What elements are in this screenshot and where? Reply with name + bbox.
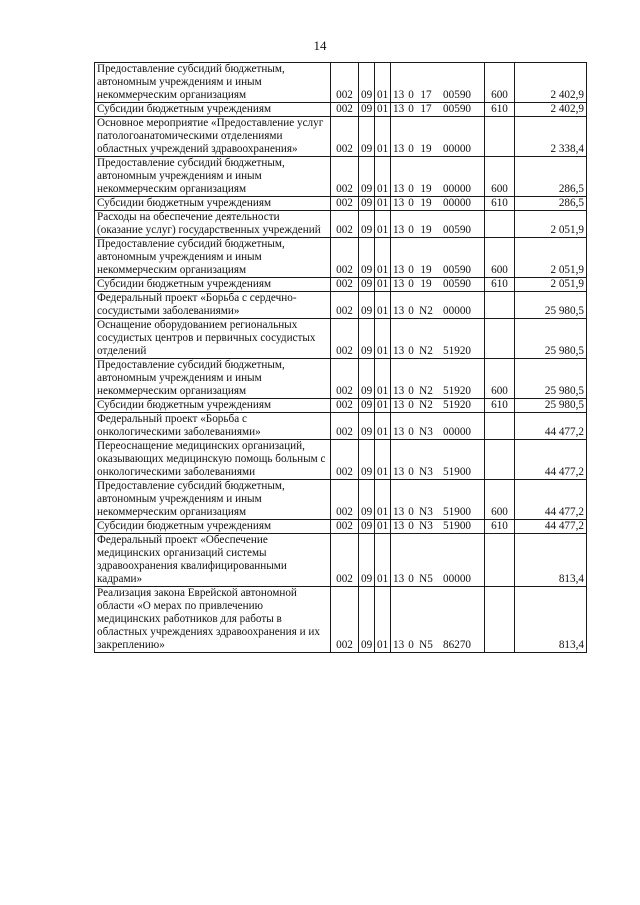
- table-row: [95, 399, 587, 413]
- row-name: Предоставление субсидий бюджетным, автономным учреждениям и иным некоммерческим организациям: [95, 238, 331, 278]
- row-amount: 44 477,2: [515, 413, 587, 440]
- program-code-part: 0: [408, 143, 414, 155]
- program-code-part: 0: [408, 264, 414, 276]
- row-name: Предоставление субсидий бюджетным, автономным учреждениям и иным некоммерческим организациям: [95, 157, 331, 197]
- row-program-code: [391, 117, 485, 157]
- row-vr: 600: [485, 63, 515, 103]
- program-code-part: 13: [393, 264, 405, 276]
- program-code-part: 51920: [443, 385, 471, 397]
- row-ved: 002: [331, 359, 359, 399]
- program-code-part: 19: [420, 264, 432, 276]
- program-code-part: 13: [393, 345, 405, 357]
- row-name: Субсидии бюджетным учреждениям: [95, 520, 331, 534]
- row-rz: 09: [359, 480, 375, 520]
- row-pr: 01: [375, 413, 391, 440]
- program-code-part: 0: [408, 426, 414, 438]
- row-rz: 09: [359, 197, 375, 211]
- row-program-code: [391, 399, 485, 413]
- program-code-part: 13: [393, 197, 405, 209]
- program-code-part: 00590: [443, 264, 471, 276]
- row-vr: 600: [485, 480, 515, 520]
- row-rz: 09: [359, 587, 375, 653]
- table-row: [95, 319, 587, 359]
- row-vr: [485, 413, 515, 440]
- row-amount: 44 477,2: [515, 520, 587, 534]
- row-ved: 002: [331, 440, 359, 480]
- row-rz: 09: [359, 292, 375, 319]
- row-program-code: [391, 157, 485, 197]
- program-code-part: 0: [408, 399, 414, 411]
- row-pr: 01: [375, 534, 391, 587]
- row-vr: [485, 117, 515, 157]
- program-code-part: N5: [419, 639, 433, 651]
- program-code-part: 00590: [443, 224, 471, 236]
- row-amount: 2 402,9: [515, 63, 587, 103]
- row-name: Субсидии бюджетным учреждениям: [95, 399, 331, 413]
- row-rz: 09: [359, 211, 375, 238]
- program-code-part: 51900: [443, 506, 471, 518]
- row-vr: 610: [485, 103, 515, 117]
- program-code-part: 0: [408, 89, 414, 101]
- program-code-part: 13: [393, 399, 405, 411]
- program-code-part: 13: [393, 385, 405, 397]
- row-amount: 25 980,5: [515, 399, 587, 413]
- row-program-code: [391, 103, 485, 117]
- row-pr: 01: [375, 399, 391, 413]
- program-code-part: 0: [408, 466, 414, 478]
- row-program-code: [391, 319, 485, 359]
- row-pr: 01: [375, 319, 391, 359]
- row-program-code: [391, 292, 485, 319]
- table-row: [95, 211, 587, 238]
- program-code-part: 13: [393, 143, 405, 155]
- row-ved: 002: [331, 238, 359, 278]
- program-code-part: 00000: [443, 426, 471, 438]
- row-rz: 09: [359, 319, 375, 359]
- row-ved: 002: [331, 278, 359, 292]
- program-code-part: N5: [419, 573, 433, 585]
- row-program-code: [391, 440, 485, 480]
- program-code-part: 0: [408, 639, 414, 651]
- row-ved: 002: [331, 117, 359, 157]
- program-code-part: 13: [393, 639, 405, 651]
- table-row: [95, 520, 587, 534]
- row-vr: [485, 440, 515, 480]
- row-amount: 813,4: [515, 587, 587, 653]
- program-code-part: 0: [408, 385, 414, 397]
- program-code-part: 19: [420, 197, 432, 209]
- row-program-code: [391, 197, 485, 211]
- program-code-part: 00590: [443, 89, 471, 101]
- row-program-code: [391, 587, 485, 653]
- row-amount: 2 338,4: [515, 117, 587, 157]
- row-rz: 09: [359, 399, 375, 413]
- row-program-code: [391, 211, 485, 238]
- page-number: 14: [313, 38, 327, 53]
- row-ved: 002: [331, 534, 359, 587]
- row-program-code: [391, 238, 485, 278]
- row-vr: [485, 534, 515, 587]
- row-name: Основное мероприятие «Предоставление услуг патологоанатомическими отделениями областных учреждений здравоохранения»: [95, 117, 331, 157]
- row-name: Предоставление субсидий бюджетным, автономным учреждениям и иным некоммерческим организациям: [95, 63, 331, 103]
- row-vr: 600: [485, 359, 515, 399]
- program-code-part: 00000: [443, 197, 471, 209]
- row-ved: 002: [331, 480, 359, 520]
- row-rz: 09: [359, 117, 375, 157]
- row-name: Субсидии бюджетным учреждениям: [95, 278, 331, 292]
- row-vr: [485, 211, 515, 238]
- row-rz: 09: [359, 238, 375, 278]
- row-pr: 01: [375, 238, 391, 278]
- row-amount: 44 477,2: [515, 440, 587, 480]
- row-ved: 002: [331, 103, 359, 117]
- row-name: Предоставление субсидий бюджетным, автономным учреждениям и иным некоммерческим организациям: [95, 480, 331, 520]
- row-program-code: [391, 413, 485, 440]
- row-program-code: [391, 63, 485, 103]
- row-name: Расходы на обеспечение деятельности (оказание услуг) государственных учреждений: [95, 211, 331, 238]
- program-code-part: N3: [419, 466, 433, 478]
- row-vr: 610: [485, 197, 515, 211]
- row-rz: 09: [359, 359, 375, 399]
- row-name: Переоснащение медицинских организаций, оказывающих медицинскую помощь больным с онкологическими заболеваниями: [95, 440, 331, 480]
- program-code-part: 00590: [443, 103, 471, 115]
- row-vr: 610: [485, 399, 515, 413]
- row-name: Федеральный проект «Борьба с онкологическими заболеваниями»: [95, 413, 331, 440]
- table-row: [95, 157, 587, 197]
- row-pr: 01: [375, 587, 391, 653]
- program-code-part: 86270: [443, 639, 471, 651]
- row-amount: 44 477,2: [515, 480, 587, 520]
- program-code-part: 0: [408, 278, 414, 290]
- row-pr: 01: [375, 157, 391, 197]
- table-row: [95, 63, 587, 103]
- row-rz: 09: [359, 103, 375, 117]
- row-amount: 813,4: [515, 534, 587, 587]
- row-vr: 600: [485, 157, 515, 197]
- row-pr: 01: [375, 103, 391, 117]
- row-rz: 09: [359, 157, 375, 197]
- program-code-part: 13: [393, 466, 405, 478]
- row-ved: 002: [331, 211, 359, 238]
- row-pr: 01: [375, 440, 391, 480]
- program-code-part: 13: [393, 224, 405, 236]
- program-code-part: N3: [419, 506, 433, 518]
- row-ved: 002: [331, 197, 359, 211]
- row-name: Федеральный проект «Борьба с сердечно-сосудистыми заболеваниями»: [95, 292, 331, 319]
- program-code-part: 13: [393, 520, 405, 532]
- table-row: [95, 238, 587, 278]
- row-amount: 25 980,5: [515, 319, 587, 359]
- row-ved: 002: [331, 292, 359, 319]
- row-amount: 25 980,5: [515, 359, 587, 399]
- row-vr: [485, 292, 515, 319]
- program-code-part: 17: [420, 89, 432, 101]
- row-vr: 600: [485, 238, 515, 278]
- table-row: [95, 117, 587, 157]
- program-code-part: 19: [420, 224, 432, 236]
- row-amount: 286,5: [515, 197, 587, 211]
- program-code-part: N2: [419, 305, 433, 317]
- row-ved: 002: [331, 399, 359, 413]
- program-code-part: 00000: [443, 305, 471, 317]
- table-row: [95, 278, 587, 292]
- program-code-part: 19: [420, 143, 432, 155]
- table-row: [95, 587, 587, 653]
- row-ved: 002: [331, 157, 359, 197]
- program-code-part: 0: [408, 305, 414, 317]
- program-code-part: N2: [419, 399, 433, 411]
- row-amount: 2 402,9: [515, 103, 587, 117]
- program-code-part: 51900: [443, 466, 471, 478]
- row-pr: 01: [375, 520, 391, 534]
- table-row: [95, 413, 587, 440]
- row-vr: 610: [485, 520, 515, 534]
- row-pr: 01: [375, 211, 391, 238]
- program-code-part: 51900: [443, 520, 471, 532]
- row-rz: 09: [359, 534, 375, 587]
- table-row: [95, 359, 587, 399]
- row-name: Субсидии бюджетным учреждениям: [95, 197, 331, 211]
- row-rz: 09: [359, 413, 375, 440]
- row-name: Оснащение оборудованием региональных сосудистых центров и первичных сосудистых отделений: [95, 319, 331, 359]
- row-program-code: [391, 520, 485, 534]
- row-rz: 09: [359, 63, 375, 103]
- row-ved: 002: [331, 587, 359, 653]
- row-amount: 2 051,9: [515, 211, 587, 238]
- row-pr: 01: [375, 117, 391, 157]
- table-row: [95, 534, 587, 587]
- row-program-code: [391, 534, 485, 587]
- program-code-part: 19: [420, 278, 432, 290]
- row-rz: 09: [359, 440, 375, 480]
- table-row: [95, 440, 587, 480]
- program-code-part: N2: [419, 345, 433, 357]
- program-code-part: 19: [420, 183, 432, 195]
- program-code-part: 13: [393, 305, 405, 317]
- program-code-part: N3: [419, 520, 433, 532]
- row-rz: 09: [359, 278, 375, 292]
- program-code-part: 0: [408, 224, 414, 236]
- program-code-part: 13: [393, 426, 405, 438]
- row-vr: [485, 319, 515, 359]
- program-code-part: 0: [408, 506, 414, 518]
- program-code-part: 0: [408, 573, 414, 585]
- row-ved: 002: [331, 413, 359, 440]
- program-code-part: 17: [420, 103, 432, 115]
- row-pr: 01: [375, 278, 391, 292]
- row-name: Федеральный проект «Обеспечение медицинских организаций системы здравоохранения квалифицированными кадрами»: [95, 534, 331, 587]
- program-code-part: 00000: [443, 183, 471, 195]
- table-row: [95, 103, 587, 117]
- program-code-part: 00000: [443, 573, 471, 585]
- row-pr: 01: [375, 63, 391, 103]
- row-pr: 01: [375, 197, 391, 211]
- row-vr: 610: [485, 278, 515, 292]
- row-program-code: [391, 359, 485, 399]
- table-row: [95, 197, 587, 211]
- program-code-part: 13: [393, 278, 405, 290]
- program-code-part: 13: [393, 183, 405, 195]
- row-program-code: [391, 278, 485, 292]
- program-code-part: 13: [393, 506, 405, 518]
- program-code-part: 13: [393, 89, 405, 101]
- program-code-part: N3: [419, 426, 433, 438]
- program-code-part: 0: [408, 183, 414, 195]
- row-amount: 2 051,9: [515, 278, 587, 292]
- row-amount: 25 980,5: [515, 292, 587, 319]
- program-code-part: N2: [419, 385, 433, 397]
- row-name: Предоставление субсидий бюджетным, автономным учреждениям и иным некоммерческим организациям: [95, 359, 331, 399]
- row-program-code: [391, 480, 485, 520]
- program-code-part: 00590: [443, 278, 471, 290]
- program-code-part: 13: [393, 103, 405, 115]
- row-name: Субсидии бюджетным учреждениям: [95, 103, 331, 117]
- program-code-part: 0: [408, 103, 414, 115]
- budget-table: [94, 62, 587, 653]
- program-code-part: 0: [408, 197, 414, 209]
- program-code-part: 51920: [443, 345, 471, 357]
- table-row: [95, 480, 587, 520]
- program-code-part: 51920: [443, 399, 471, 411]
- row-amount: 2 051,9: [515, 238, 587, 278]
- row-pr: 01: [375, 359, 391, 399]
- program-code-part: 13: [393, 573, 405, 585]
- row-pr: 01: [375, 292, 391, 319]
- row-name: Реализация закона Еврейской автономной области «О мерах по привлечению медицинских работников для работы в областных учреждениях здравоохранения и их закреплению»: [95, 587, 331, 653]
- row-amount: 286,5: [515, 157, 587, 197]
- row-ved: 002: [331, 520, 359, 534]
- row-vr: [485, 587, 515, 653]
- program-code-part: 0: [408, 520, 414, 532]
- program-code-part: 0: [408, 345, 414, 357]
- program-code-part: 00000: [443, 143, 471, 155]
- table-row: [95, 292, 587, 319]
- row-ved: 002: [331, 63, 359, 103]
- row-pr: 01: [375, 480, 391, 520]
- row-rz: 09: [359, 520, 375, 534]
- row-ved: 002: [331, 319, 359, 359]
